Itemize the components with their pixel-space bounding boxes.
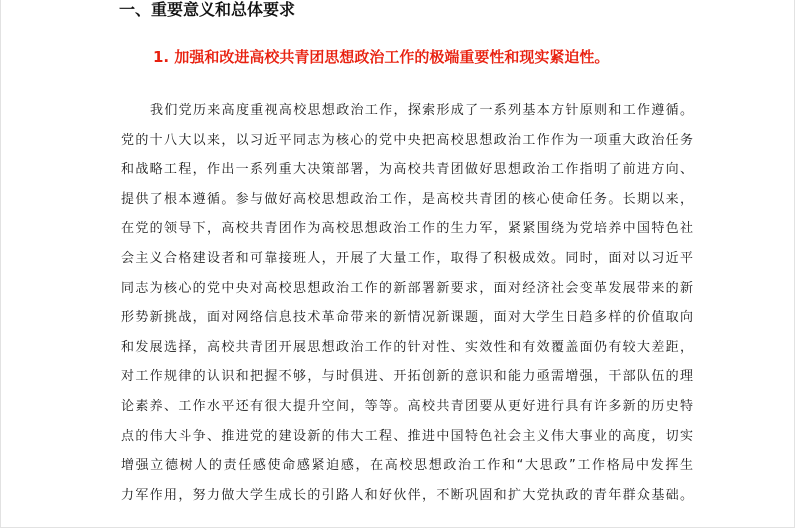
paragraph-line: 点的伟大斗争、推进党的建设新的伟大工程、推进中国特色社会主义伟大事业的高度，切实 [121, 428, 693, 444]
paragraph-line: 对工作规律的认识和把握不够，与时俱进、开拓创新的意识和能力亟需增强，干部队伍的理 [121, 369, 693, 385]
paragraph-line: 增强立德树人的责任感使命感紧迫感，在高校思想政治工作和“大思政”工作格局中发挥生 [121, 458, 693, 474]
paragraph-line: 力军作用，努力做大学生成长的引路人和好伙伴，不断巩固和扩大党执政的青年群众基础。 [121, 487, 693, 503]
paragraph-line: 提供了根本遵循。参与做好高校思想政治工作，是高校共青团的核心使命任务。长期以来， [121, 191, 693, 207]
body-paragraph [121, 96, 693, 510]
paragraph-line: 我们党历来高度重视高校思想政治工作，探索形成了一系列基本方针原则和工作遵循。 [150, 103, 693, 118]
sub-heading: 1. 加强和改进高校共青团思想政治工作的极端重要性和现实紧迫性。 [153, 48, 610, 66]
paragraph-line: 和战略工程，作出一系列重大决策部署，为高校共青团做好思想政治工作指明了前进方向、 [121, 162, 693, 178]
section-heading: 一、重要意义和总体要求 [119, 0, 296, 19]
paragraph-line: 论素养、工作水平还有很大提升空间，等等。高校共青团要从更好进行具有许多新的历史特 [121, 398, 693, 414]
paragraph-line: 在党的领导下，高校共青团作为高校思想政治工作的生力军，紧紧围绕为党培养中国特色社 [121, 221, 693, 237]
paragraph-line: 形势新挑战，面对网络信息技术革命带来的新情况新课题，面对大学生日趋多样的价值取向 [121, 310, 693, 326]
paragraph-line: 党的十八大以来，以习近平同志为核心的党中央把高校思想政治工作作为一项重大政治任务 [121, 132, 693, 148]
paragraph-line: 和发展选择，高校共青团开展思想政治工作的针对性、实效性和有效覆盖面仍有较大差距， [121, 339, 693, 355]
paragraph-line: 同志为核心的党中央对高校思想政治工作的新部署新要求，面对经济社会变革发展带来的新 [121, 280, 693, 296]
paragraph-line: 会主义合格建设者和可靠接班人，开展了大量工作，取得了积极成效。同时，面对以习近平 [121, 250, 693, 266]
